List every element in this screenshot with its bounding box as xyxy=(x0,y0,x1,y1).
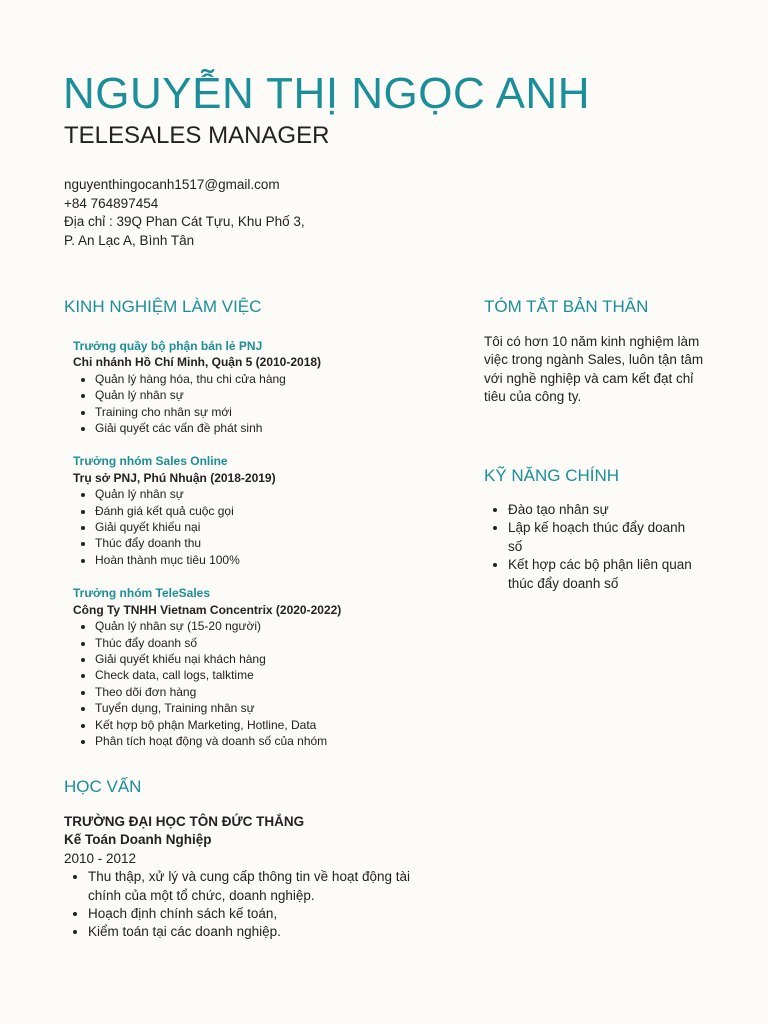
duty-item: • Thúc đẩy doanh số xyxy=(95,635,433,651)
job-entry-company: Trụ sở PNJ, Phú Nhuận (2018-2019) xyxy=(73,470,276,485)
skill-item: • Kết hợp các bộ phận liên quan thúc đẩy doanh số xyxy=(508,556,699,593)
education-block xyxy=(64,813,444,942)
duty-item: • Check data, call logs, talktime xyxy=(95,667,433,683)
summary-text: Tôi có hơn 10 năm kinh nghiệm làm việc trong ngành Sales, luôn tận tâm với nghề nghiệp và cam kết đạt chỉ tiêu của công ty. xyxy=(484,334,704,405)
duty-item: • Quản lý nhân sự xyxy=(95,387,433,403)
phone-text: +84 764897454 xyxy=(64,195,159,211)
skills-heading: KỸ NĂNG CHÍNH xyxy=(484,466,620,485)
skills-list xyxy=(484,501,699,593)
duty-item: • Quản lý nhân sự (15-20 người) xyxy=(95,618,433,634)
duty-item: • Tuyển dụng, Training nhân sự xyxy=(95,700,433,716)
duty-item: • Phân tích hoạt động và doanh số của nhóm xyxy=(95,733,433,749)
school-name: TRƯỜNG ĐẠI HỌC TÔN ĐỨC THẮNG xyxy=(64,814,305,829)
job-entry-title: Trưởng quầy bộ phận bán lẻ PNJ xyxy=(73,339,263,353)
job-duties xyxy=(73,486,433,568)
job-duties xyxy=(73,371,433,437)
summary-heading: TÓM TẮT BẢN THÂN xyxy=(484,297,649,316)
job-entry-company: Công Ty TNHH Vietnam Concentrix (2020-2022) xyxy=(73,602,342,617)
major-name: Kế Toán Doanh Nghiệp xyxy=(64,832,212,848)
duty-item: • Kết hợp bộ phận Marketing, Hotline, Data xyxy=(95,717,433,733)
contact-block xyxy=(64,176,305,250)
experience-heading: KINH NGHIỆM LÀM VIỆC xyxy=(64,297,262,316)
job-entry-title: Trưởng nhóm TeleSales xyxy=(73,586,211,601)
education-item: • Kiểm toán tại các doanh nghiệp. xyxy=(88,923,444,941)
education-item: • Hoạch định chính sách kế toán, xyxy=(88,905,444,923)
address-line-2: P. An Lạc A, Bình Tân xyxy=(64,232,195,248)
duty-item: • Training cho nhân sự mới xyxy=(95,404,433,420)
duty-item: • Thúc đẩy doanh thu xyxy=(95,535,433,551)
duty-item: • Quản lý hàng hóa, thu chi cửa hàng xyxy=(95,371,433,387)
experience-list xyxy=(73,338,433,766)
job-entry xyxy=(73,453,433,568)
duty-item: • Giải quyết khiếu nại khách hàng xyxy=(95,651,433,667)
duty-item: • Hoàn thành mục tiêu 100% xyxy=(95,552,433,568)
job-entry-title: Trưởng nhóm Sales Online xyxy=(73,454,228,469)
skill-item: • Đào tạo nhân sự xyxy=(508,501,699,519)
job-entry xyxy=(73,585,433,749)
email-text: nguyenthingocanh1517@gmail.com xyxy=(64,177,280,192)
study-years: 2010 - 2012 xyxy=(64,850,137,866)
skills-block xyxy=(484,501,699,593)
duty-item: • Theo dõi đơn hàng xyxy=(95,684,433,700)
education-heading: HỌC VẤN xyxy=(64,777,142,796)
candidate-name: NGUYỄN THỊ NGỌC ANH xyxy=(63,69,590,118)
address-line-1: Địa chỉ : 39Q Phan Cát Tựu, Khu Phố 3, xyxy=(64,214,305,229)
education-details xyxy=(64,868,444,942)
duty-item: • Giải quyết các vấn đề phát sinh xyxy=(95,420,433,436)
duty-item: • Giải quyết khiếu nại xyxy=(95,519,433,535)
education-item: • Thu thập, xử lý và cung cấp thông tin về hoạt động tài chính của một tổ chức, doanh nghiệp. xyxy=(88,868,444,905)
skill-item: • Lập kế hoạch thúc đẩy doanh số xyxy=(508,519,699,556)
job-duties xyxy=(73,618,433,749)
duty-item: • Đánh giá kết quả cuộc gọi xyxy=(95,503,433,519)
duty-item: • Quản lý nhân sự xyxy=(95,486,433,502)
job-title: TELESALES MANAGER xyxy=(64,122,330,149)
job-entry-company: Chi nhánh Hồ Chí Minh, Quận 5 (2010-2018) xyxy=(73,355,322,370)
job-entry xyxy=(73,338,433,436)
